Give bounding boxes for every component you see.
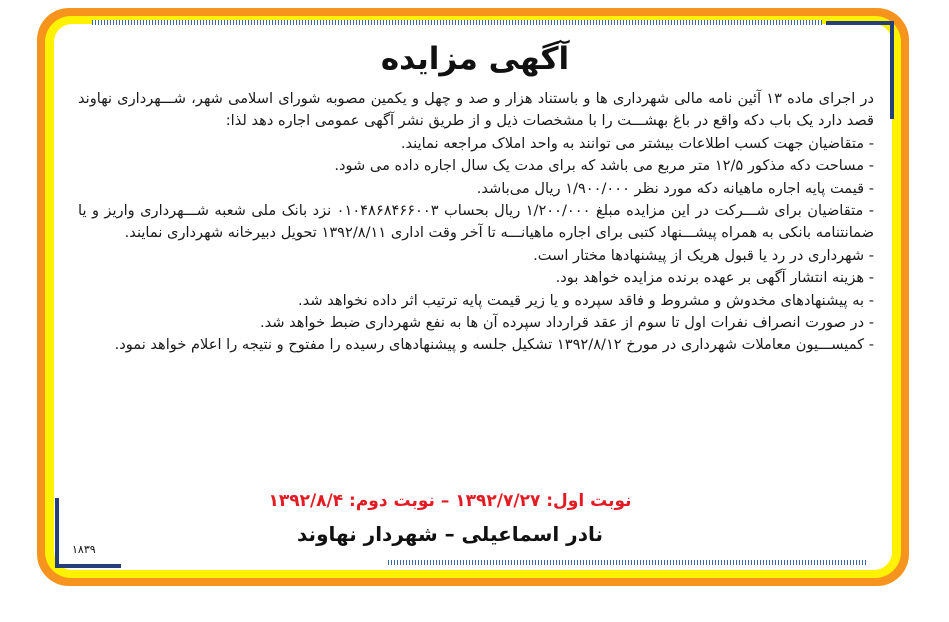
condition-item-2: - مساحت دکه مذکور ۱۲/۵ متر مربع می باشد که برای مدت یک سال اجاره داده می شود. bbox=[334, 157, 874, 175]
top-hatch-decoration bbox=[92, 20, 822, 25]
corner-bracket-top-right-vertical bbox=[890, 21, 894, 119]
corner-bracket-bottom-left-vertical bbox=[55, 498, 59, 568]
ad-body bbox=[78, 88, 874, 357]
condition-item-4: - متقاضیان برای شـــرکت در این مزایده مبلغ ۱/۲۰۰/۰۰۰ ریال بحساب ۰۱۰۴۸۶۸۴۶۶۰۰۳ نزد بانک ملی شعبه شـــهرداری واریز و یا ضمانتنامه بانکی به همراه پیشـــنهاد کتبی برای اجاره ماهیانـــه تا آخر وقت اداری ۱۳۹۲/۸/۱۱ تحویل دبیرخانه شهرداری نمایند. bbox=[78, 202, 874, 242]
condition-item-9: - کمیســـیون معاملات شهرداری در مورخ ۱۳۹۲/۸/۱۲ تشکیل جلسه و پیشنهادهای رسیده را مفتوح و نتیجه را اعلام خواهد نمود. bbox=[114, 336, 874, 354]
bottom-hatch-decoration bbox=[388, 560, 868, 565]
publication-dates: نوبت اول: ۱۳۹۲/۷/۲۷ – نوبت دوم: ۱۳۹۲/۸/۴ bbox=[268, 491, 632, 511]
ad-code: ۱۸۳۹ bbox=[72, 543, 96, 556]
corner-bracket-top-right bbox=[826, 21, 894, 25]
signature: نادر اسماعیلی – شهردار نهاوند bbox=[297, 522, 603, 546]
intro-paragraph: در اجرای ماده ۱۳ آئین نامه مالی شهرداری ها و باستناد هزار و صد و چهل و یکمین مصوبه شورای اسلامی شهر، شـــهرداری نهاوند قصد دارد یک باب دکه واقع در باغ بهشـــت را با مشخصات ذیل و از طریق نشر آگهی عمومی اجاره دهد لذا: bbox=[78, 90, 874, 130]
ad-title: آگهی مزایده bbox=[380, 41, 570, 77]
condition-item-8: - در صورت انصراف نفرات اول تا سوم از عقد قرارداد سپرده آن ها به نفع شهرداری ضبط خواهد شد. bbox=[259, 314, 874, 332]
condition-item-7: - به پیشنهادهای مخدوش و مشروط و فاقد سپرده و یا زیر قیمت پایه ترتیب اثر داده نخواهد شد. bbox=[298, 291, 874, 309]
corner-bracket-bottom-left bbox=[55, 564, 121, 568]
condition-item-6: - هزینه انتشار آگهی بر عهده برنده مزایده خواهد بود. bbox=[555, 269, 874, 287]
condition-item-1: - متقاضیان جهت کسب اطلاعات بیشتر می توانند به واحد املاک مراجعه نمایند. bbox=[400, 134, 874, 152]
condition-item-5: - شهرداری در رد یا قبول هریک از پیشنهادها مختار است. bbox=[533, 246, 874, 264]
condition-item-3: - قیمت پایه اجاره ماهیانه دکه مورد نظر ۱/۹۰۰/۰۰۰ ریال می‌باشد. bbox=[476, 179, 874, 197]
